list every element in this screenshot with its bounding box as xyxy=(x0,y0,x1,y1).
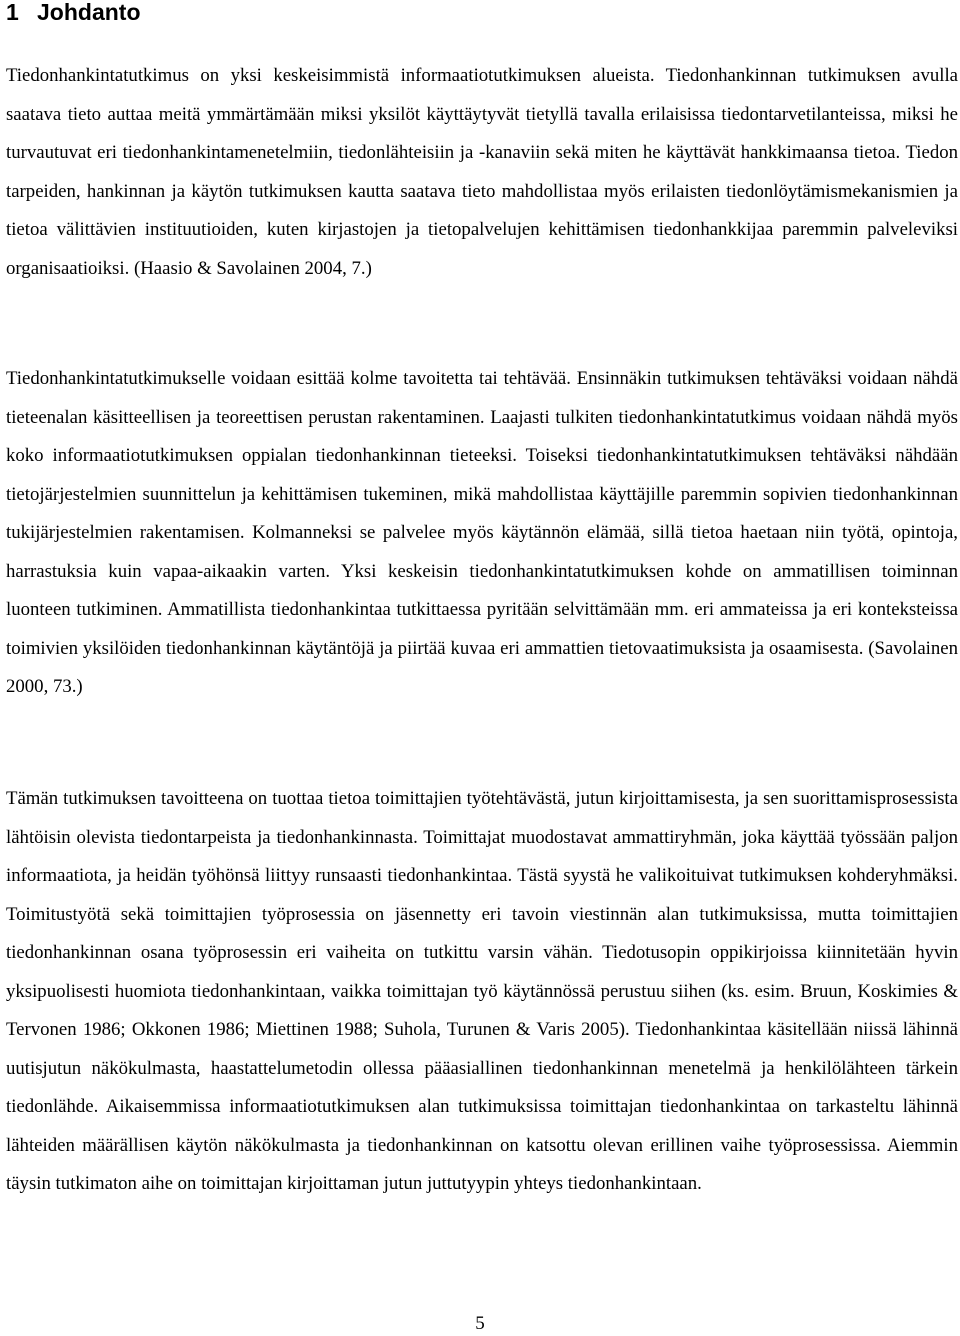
chapter-number: 1 xyxy=(6,0,19,25)
paragraph-research-goals: Tiedonhankintatutkimukselle voidaan esittää kolme tavoitetta tai tehtävää. Ensinnäkin tutkimuksen tehtäväksi voidaan nähdä tieteenalan käsitteellisen ja teoreettisen perustan rakentaminen. Laajasti tulkiten tiedonhankintatutkimus voidaan nähdä myös koko informaatiotutkimuksen oppialan tiedonhankinnan tieteeksi. Toiseksi tiedonhankintatutkimuksen tehtäväksi nähdään tietojärjestelmien suunnittelun ja kehittämisen tukeminen, mikä mahdollistaa käyttäjille paremmin sopivien tiedonhankinnan tukijärjestelmien rakentamisen. Kolmanneksi se palvelee myös käytännön elämää, sillä tietoa haetaan niin työtä, opintoja, harrastuksia kuin vapaa-aikaakin varten. Yksi keskeisin tiedonhankintatutkimuksen kohde on ammatillisen toiminnan luonteen tutkiminen. Ammatillista tiedonhankintaa tutkittaessa pyritään selvittämään mm. eri ammateissa ja eri konteksteissa toimivien yksilöiden tiedonhankinnan käytäntöjä ja piirtää kuvaa eri ammattien tietovaatimuksista ja osaamisesta. (Savolainen 2000, 73.) xyxy=(6,368,958,697)
page-number: 5 xyxy=(475,1313,485,1334)
paragraph-intro: Tiedonhankintatutkimus on yksi keskeisimmistä informaatiotutkimuksen alueista. Tiedonhankinnan tutkimuksen avulla saatava tieto auttaa meitä ymmärtämään miksi yksilöt käyttäytyvät tietyllä tavalla erilaisissa tiedontarvetilanteissa, miksi he turvautuvat eri tiedonhankintamenetelmiin, tiedonlähteisiin ja -kanaviin sekä miten he käyttävät hankkimaansa tietoa. Tiedon tarpeiden, hankinnan ja käytön tutkimuksen kautta saatava tieto mahdollistaa myös erilaisten tiedonlöytämismekanismien ja tietoa välittävien instituutioiden, kuten kirjastojen ja tietopalvelujen kehittämisen tiedonhankkijaa paremmin palveleviksi organisaatioiksi. (Haasio & Savolainen 2004, 7.) xyxy=(6,65,958,279)
paragraph-study-aim: Tämän tutkimuksen tavoitteena on tuottaa tietoa toimittajien työtehtävästä, jutun kirjoittamisesta, ja sen suorittamisprosessista lähtöisin olevista tiedontarpeista ja tiedonhankinnasta. Toimittajat muodostavat ammattiryhmän, joka käyttää työssään paljon informaatiota, ja heidän työhönsä liittyy runsaasti tiedonhankintaa. Tästä syystä he valikoituivat tutkimuksen kohderyhmäksi. Toimitustyötä sekä toimittajien työprosessia on jäsennetty eri tavoin viestinnän alan tutkimuksissa, mutta toimittajien tiedonhankinnan osana työprosessin eri vaiheita on tutkittu varsin vähän. Tiedotusopin oppikirjoissa kiinnitetään hyvin yksipuolisesti huomiota tiedonhankintaan, vaikka toimittajan työ käytännössä perustuu siihen (ks. esim. Bruun, Koskimies & Tervonen 1986; Okkonen 1986; Miettinen 1988; Suhola, Turunen & Varis 2005). Tiedonhankintaa käsitellään niissä lähinnä uutisjutun näkökulmasta, haastattelumetodin ollessa pääasiallinen tiedonhankinnan menetelmä ja henkilölähteen tärkein tiedonlähde. Aikaisemmissa informaatiotutkimuksen alan tutkimuksissa toimittajan tiedonhankintaa on tarkasteltu lähinnä lähteiden määrällisen käytön näkökulmasta ja tiedonhankinnan on katsottu olevan erillinen vaihe työprosessissa. Aiemmin täysin tutkimaton aihe on toimittajan kirjoittaman jutun juttutyypin yhteys tiedonhankintaan. xyxy=(6,788,958,1194)
chapter-heading xyxy=(6,0,141,27)
chapter-title: Johdanto xyxy=(37,0,141,25)
